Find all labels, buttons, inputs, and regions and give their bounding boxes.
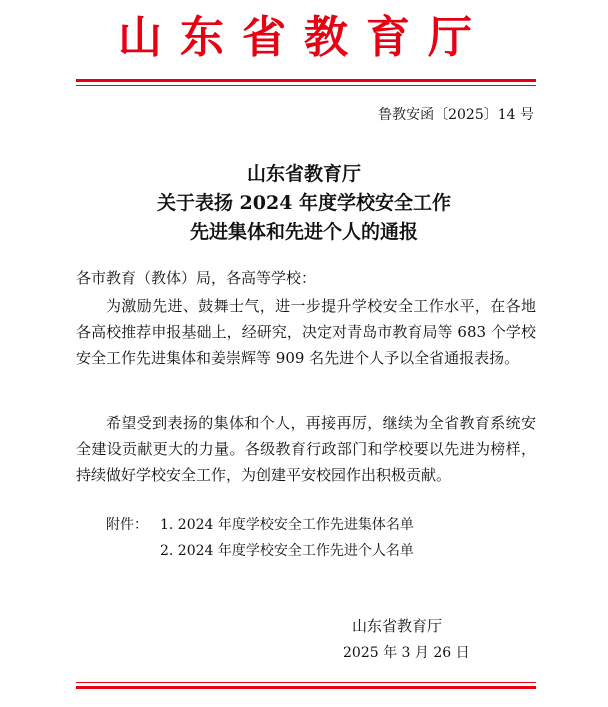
title-line-2: 关于表扬 2024 年度学校安全工作: [156, 192, 452, 214]
addressee: 各市教育（教体）局，各高等学校：: [76, 269, 317, 287]
title-line-1: 山东省教育厅: [246, 163, 361, 185]
signature-organization: 山东省教育厅: [352, 617, 443, 635]
footer-rule-thin: [76, 682, 536, 683]
masthead-rule-thin: [76, 85, 536, 86]
body-paragraph-2: 希望受到表扬的集体和个人，再接再厉，继续为全省教育系统安全建设贡献更大的力量。各级教育行政部门和学校要以先进为榜样，持续做好学校安全工作，为创建平安校园作出积极贡献。: [76, 414, 536, 484]
attachment-item-2: 2. 2024 年度学校安全工作先进个人名单: [160, 543, 414, 559]
masthead-org-name: 山东省教育厅: [118, 12, 490, 63]
masthead-rule-thick: [76, 79, 536, 82]
document-number: 鲁教安函〔2025〕14 号: [378, 107, 534, 123]
document-title: [0, 160, 608, 247]
footer-rule-thick: [76, 686, 536, 689]
title-line-3: 先进集体和先进个人的通报: [189, 221, 418, 243]
attachments-label: 附件：: [106, 517, 148, 533]
body-paragraph-1: 为激励先进、鼓舞士气，进一步提升学校安全工作水平，在各地各高校推荐申报基础上，经研究，决定对青岛市教育局等 683 个学校安全工作先进集体和姜崇辉等 909 名先进个人予以全省通报表扬。: [76, 297, 536, 367]
signature-date: 2025 年 3 月 26 日: [343, 645, 470, 661]
attachment-item-1: 1. 2024 年度学校安全工作先进集体名单: [160, 517, 414, 533]
